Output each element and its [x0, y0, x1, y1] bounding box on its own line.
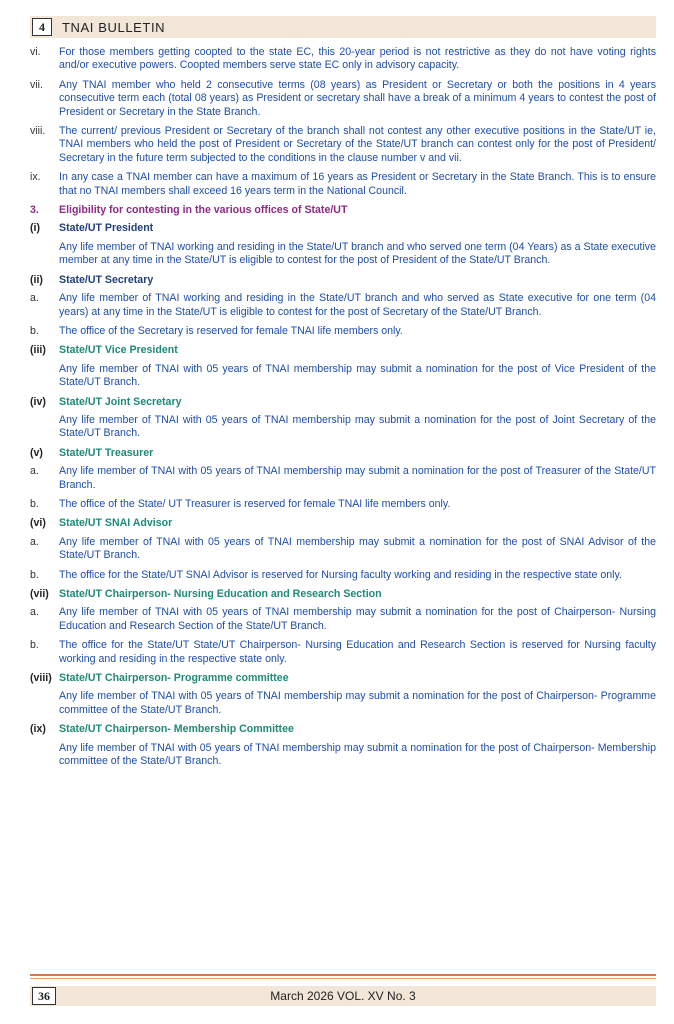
paragraph-label: b. [30, 497, 39, 510]
header-page-number: 4 [32, 18, 52, 36]
office-number: (ix) [30, 723, 46, 736]
paragraph-label [30, 742, 59, 769]
footer-divider [30, 974, 656, 976]
office-paragraph [30, 536, 656, 563]
rule-item [30, 125, 656, 165]
office-title: State/UT Treasurer [59, 446, 154, 459]
rule-number: ix. [30, 171, 41, 184]
footer-divider-thin [30, 978, 656, 979]
office-heading [30, 517, 656, 530]
office-number: (iii) [30, 344, 46, 357]
paragraph-text: Any life member of TNAI with 05 years of TNAI membership may submit a nomination for the post of Chairperson- Nursing Education and Research Section of the State/UT Branch. [59, 606, 656, 632]
paragraph-label: a. [30, 606, 39, 619]
office-heading [30, 672, 656, 685]
paragraph-text: The office of the Secretary is reserved for female TNAI life members only. [59, 324, 403, 337]
office-title: State/UT Chairperson- Programme committee [59, 672, 289, 685]
page-header [30, 16, 656, 38]
paragraph-text: Any life member of TNAI working and residing in the State/UT branch and who served one term (04 Years) as a State executive member at any time in the State/UT is eligible to contest for the post of President of the State/UT Branch. [59, 240, 656, 267]
office-number: (viii) [30, 672, 52, 685]
paragraph-label [30, 241, 59, 268]
paragraph-text: Any life member of TNAI with 05 years of TNAI membership may submit a nomination for the post of Chairperson- Membership committee of the State/UT Branch. [59, 741, 656, 768]
office-title: State/UT SNAI Advisor [59, 517, 173, 530]
office-heading [30, 588, 656, 601]
rules-list [30, 46, 656, 198]
rule-text: Any TNAI member who held 2 consecutive terms (08 years) as President or Secretary or both the positions in 4 years consecutive term each (total 08 years) as President or secretary shall have a break of a minimum 4 years to contest the post of President or Secretary in the State Branch. [59, 78, 656, 118]
footer-page-number: 36 [32, 987, 56, 1005]
office-heading [30, 222, 656, 235]
paragraph-text: Any life member of TNAI with 05 years of TNAI membership may submit a nomination for the post of Treasurer of the State/UT Branch. [59, 465, 656, 491]
office-paragraph [30, 414, 656, 441]
office-paragraph [30, 292, 656, 319]
rule-text: For those members getting coopted to the state EC, this 20-year period is not restrictive as they do not have voting rights and/or executive powers. Coopted members serve state EC only in advisory capacity. [59, 46, 656, 72]
rule-item [30, 79, 656, 119]
paragraph-text: The office of the State/ UT Treasurer is reserved for female TNAI life members only. [59, 497, 451, 510]
office-paragraph [30, 325, 656, 338]
bulletin-title: TNAI BULLETIN [62, 19, 166, 35]
office-paragraph [30, 569, 656, 582]
paragraph-text: Any life member of TNAI with 05 years of TNAI membership may submit a nomination for the post of Chairperson- Programme committee of the State/UT Branch. [59, 690, 656, 716]
paragraph-text: The office for the State/UT State/UT Chairperson- Nursing Education and Research Section is reserved for Nursing faculty working and residing in the respective state only. [59, 639, 656, 665]
office-number: (vi) [30, 517, 46, 530]
office-title: State/UT Vice President [59, 344, 178, 357]
document-body [30, 46, 656, 774]
paragraph-text: Any life member of TNAI working and residing in the State/UT branch and who served as State executive for one term (04 years) at any time in the State/UT is eligible to contest for the post of Secretary of the State/UT Branch. [59, 292, 656, 318]
office-number: (i) [30, 222, 40, 235]
office-heading [30, 274, 656, 287]
office-paragraph [30, 498, 656, 511]
office-title: State/UT Chairperson- Nursing Education and Research Section [59, 588, 382, 600]
office-paragraph [30, 742, 656, 769]
rule-number: viii. [30, 125, 46, 138]
paragraph-text: Any life member of TNAI with 05 years of TNAI membership may submit a nomination for the post of Vice President of the State/UT Branch. [59, 362, 656, 389]
office-title: State/UT Joint Secretary [59, 395, 182, 408]
paragraph-text: Any life member of TNAI with 05 years of TNAI membership may submit a nomination for the post of Joint Secretary of the State/UT Branch. [59, 413, 656, 440]
office-paragraph [30, 639, 656, 666]
office-number: (vii) [30, 588, 49, 600]
office-heading [30, 396, 656, 409]
office-heading [30, 447, 656, 460]
office-paragraph [30, 241, 656, 268]
paragraph-label: a. [30, 465, 39, 478]
office-paragraph [30, 690, 656, 717]
office-number: (v) [30, 446, 43, 459]
issue-info: March 2026 VOL. XV No. 3 [270, 989, 416, 1003]
rule-item [30, 46, 656, 73]
paragraph-label: b. [30, 639, 39, 652]
paragraph-label: b. [30, 324, 39, 337]
section-number: 3. [30, 204, 39, 217]
office-heading [30, 344, 656, 357]
office-heading [30, 723, 656, 736]
office-title: State/UT Secretary [59, 273, 154, 286]
rule-number: vii. [30, 78, 43, 91]
office-title: State/UT Chairperson- Membership Committee [59, 723, 294, 736]
paragraph-text: Any life member of TNAI with 05 years of TNAI membership may submit a nomination for the post of SNAI Advisor of the State/UT Branch. [59, 535, 656, 562]
rule-text: The current/ previous President or Secretary of the branch shall not contest any other executive positions in the State/UT ie, TNAI members who held the post of President or Secretary of the State/UT branch can contest only for the post of President/ Secretary in the future term subjected to the conditions in the clause number v and vii. [59, 125, 656, 164]
paragraph-label: a. [30, 292, 39, 305]
office-paragraph [30, 465, 656, 492]
paragraph-label: b. [30, 568, 39, 581]
office-paragraph [30, 606, 656, 633]
page-footer [30, 986, 656, 1006]
paragraph-label [30, 414, 59, 441]
rule-item [30, 171, 656, 198]
office-number: (iv) [30, 395, 46, 408]
offices-list [30, 222, 656, 768]
paragraph-label: a. [30, 535, 39, 548]
section-title: Eligibility for contesting in the various offices of State/UT [59, 204, 348, 217]
rule-text: In any case a TNAI member can have a maximum of 16 years as President or Secretary in the State Branch. This is to ensure that no TNAI members shall exceed 16 years term in the National Council. [59, 171, 656, 197]
office-title: State/UT President [59, 222, 154, 235]
section-heading [30, 204, 656, 217]
paragraph-text: The office for the State/UT SNAI Advisor is reserved for Nursing faculty working and residing in the respective state only. [59, 568, 622, 581]
paragraph-label [30, 690, 59, 717]
paragraph-label [30, 363, 59, 390]
rule-number: vi. [30, 46, 41, 58]
office-number: (ii) [30, 273, 43, 286]
office-paragraph [30, 363, 656, 390]
